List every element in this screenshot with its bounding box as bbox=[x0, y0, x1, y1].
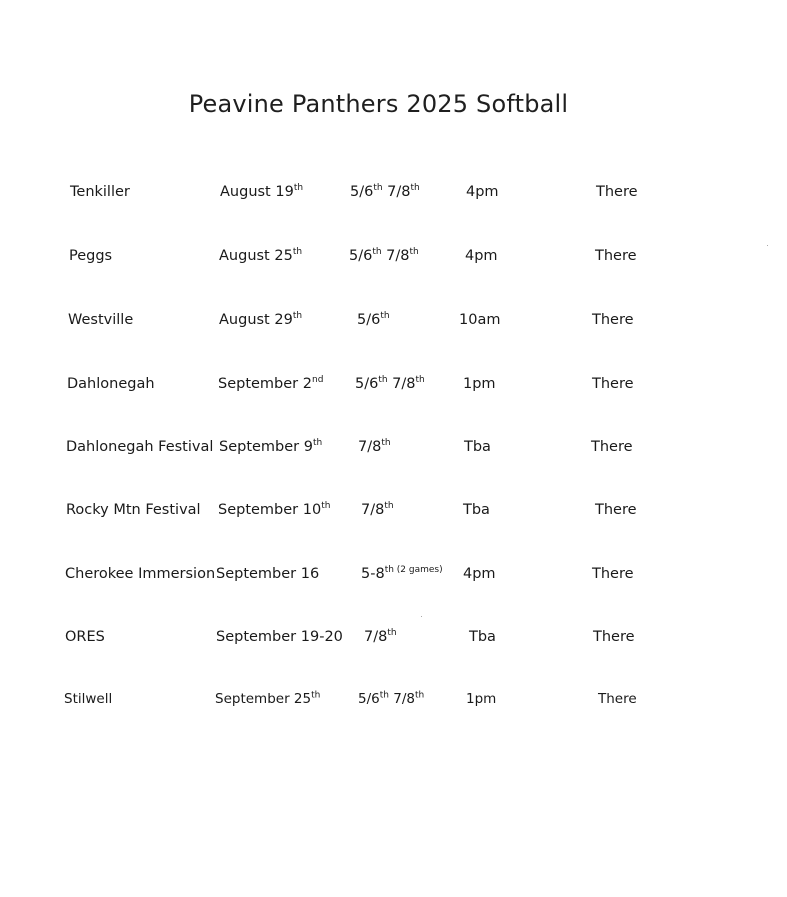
date-cell bbox=[218, 374, 323, 394]
grade-text: 7/8 bbox=[381, 248, 410, 264]
date-text: September 9 bbox=[219, 439, 313, 455]
grade-suffix: th bbox=[379, 690, 389, 701]
date-text: September 10 bbox=[218, 502, 322, 518]
schedule-row bbox=[0, 246, 787, 270]
location-cell: There bbox=[592, 376, 634, 392]
location-cell: There bbox=[592, 312, 634, 328]
page-title: Peavine Panthers 2025 Softball bbox=[188, 90, 569, 118]
time-cell: 4pm bbox=[463, 566, 496, 582]
time-cell: 1pm bbox=[463, 376, 496, 392]
grade-text: 5/6 bbox=[350, 184, 374, 200]
schedule-row bbox=[0, 182, 787, 206]
opponent-cell: Peggs bbox=[69, 248, 113, 264]
location-cell: There bbox=[591, 439, 633, 455]
date-cell bbox=[219, 437, 322, 457]
grade-text: 7/8 bbox=[361, 502, 385, 518]
time-cell: 4pm bbox=[465, 248, 498, 264]
opponent-cell: Dahlonegah bbox=[67, 376, 155, 392]
grade-text: 5-8 bbox=[361, 566, 385, 582]
schedule-row bbox=[0, 374, 787, 398]
grade-text: 7/8 bbox=[358, 439, 382, 455]
grades-cell bbox=[350, 182, 420, 202]
time-cell: 4pm bbox=[466, 184, 499, 200]
grade-text: 7/8 bbox=[364, 629, 388, 645]
schedule-row bbox=[0, 310, 787, 334]
grade-suffix: th bbox=[378, 375, 388, 386]
grade-text: 7/8 bbox=[387, 376, 416, 392]
grade-suffix: th bbox=[410, 183, 420, 194]
grade-suffix: th bbox=[384, 501, 394, 512]
date-cell bbox=[220, 182, 303, 202]
schedule-row bbox=[0, 564, 787, 588]
date-suffix: nd bbox=[311, 375, 324, 386]
date-suffix: th bbox=[292, 247, 303, 258]
date-suffix: th bbox=[293, 183, 304, 194]
grade-text: 5/6 bbox=[358, 691, 380, 707]
location-cell: There bbox=[596, 184, 638, 200]
schedule-row bbox=[0, 500, 787, 524]
opponent-cell: Cherokee Immersion bbox=[65, 566, 216, 582]
grades-cell bbox=[361, 500, 394, 520]
date-cell bbox=[219, 246, 302, 266]
grades-cell bbox=[361, 564, 443, 584]
time-cell: Tba bbox=[469, 629, 496, 645]
opponent-cell: Tenkiller bbox=[70, 184, 130, 200]
time-cell: 10am bbox=[459, 312, 501, 328]
location-cell: There bbox=[595, 248, 637, 264]
location-cell: There bbox=[598, 691, 637, 707]
grade-text: 7/8 bbox=[388, 691, 415, 707]
grade-suffix: th bbox=[415, 375, 425, 386]
scan-speck bbox=[421, 616, 422, 617]
date-text: September 2 bbox=[218, 376, 312, 392]
date-cell bbox=[219, 310, 302, 330]
location-cell: There bbox=[592, 566, 634, 582]
date-text: September 25 bbox=[215, 691, 312, 707]
grade-suffix: th bbox=[372, 247, 382, 258]
date-suffix: th bbox=[311, 690, 321, 701]
opponent-cell: Rocky Mtn Festival bbox=[66, 502, 201, 518]
grade-suffix: th bbox=[415, 690, 425, 701]
opponent-cell: Westville bbox=[68, 312, 134, 328]
grade-suffix: th bbox=[373, 183, 383, 194]
date-text: August 29 bbox=[219, 312, 293, 328]
grade-suffix: th bbox=[387, 628, 397, 639]
grade-text: 5/6 bbox=[355, 376, 379, 392]
schedule-row bbox=[0, 627, 787, 651]
time-cell: Tba bbox=[463, 502, 490, 518]
grade-text: 5/6 bbox=[349, 248, 373, 264]
location-cell: There bbox=[595, 502, 637, 518]
schedule-row bbox=[0, 689, 787, 713]
date-cell bbox=[216, 564, 319, 584]
opponent-cell: Dahlonegah Festival bbox=[66, 439, 214, 455]
grades-cell bbox=[355, 374, 425, 394]
location-cell: There bbox=[593, 629, 635, 645]
date-text: August 25 bbox=[219, 248, 293, 264]
grade-suffix: th bbox=[409, 247, 419, 258]
grades-cell bbox=[364, 627, 397, 647]
grades-cell bbox=[349, 246, 419, 266]
date-text: September 16 bbox=[216, 566, 320, 582]
date-cell bbox=[216, 627, 343, 647]
grade-suffix: th bbox=[380, 311, 390, 322]
grade-suffix: th bbox=[381, 438, 391, 449]
schedule-row bbox=[0, 437, 787, 461]
opponent-cell: ORES bbox=[65, 629, 105, 645]
grade-suffix: th (2 games) bbox=[384, 565, 443, 576]
scan-speck bbox=[767, 245, 768, 246]
grade-text: 7/8 bbox=[382, 184, 411, 200]
opponent-cell: Stilwell bbox=[64, 691, 113, 707]
grades-cell bbox=[358, 689, 424, 709]
date-suffix: th bbox=[312, 438, 323, 449]
date-suffix: th bbox=[321, 501, 331, 512]
grades-cell bbox=[358, 437, 391, 457]
grades-cell bbox=[357, 310, 390, 330]
date-suffix: th bbox=[292, 311, 303, 322]
grade-text: 5/6 bbox=[357, 312, 381, 328]
date-cell bbox=[215, 689, 320, 709]
date-cell bbox=[218, 500, 330, 520]
date-text: September 19-20 bbox=[216, 629, 343, 645]
time-cell: 1pm bbox=[466, 691, 497, 707]
date-text: August 19 bbox=[220, 184, 294, 200]
time-cell: Tba bbox=[464, 439, 491, 455]
